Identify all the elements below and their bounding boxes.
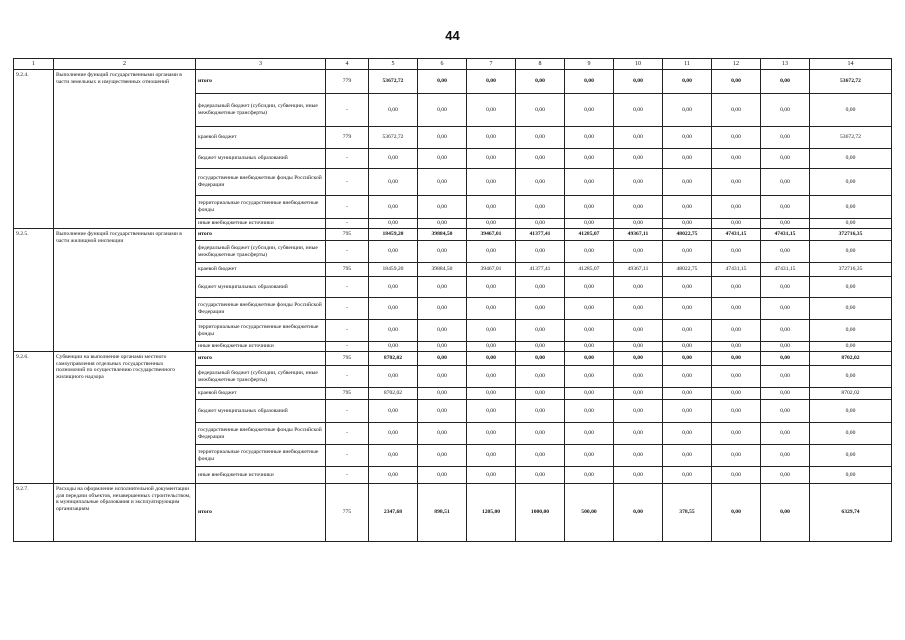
amount-cell: 0,00 [614,298,663,320]
row-code: 9.2.4. [14,70,54,229]
amount-cell: 53672,72 [810,127,892,149]
amount-cell: 47431,15 [712,263,761,277]
amount-cell: 0,00 [369,467,418,484]
amount-cell: 0,00 [810,169,892,196]
amount-cell: 0,00 [712,127,761,149]
amount-cell: 0,00 [810,298,892,320]
amount-cell: 0,00 [418,169,467,196]
amount-cell: 0,00 [565,127,614,149]
amount-cell: 0,00 [712,70,761,94]
amount-cell: 18459,20 [369,229,418,241]
row-code: 9.2.7. [14,484,54,542]
amount-cell: 0,00 [614,94,663,127]
amount-cell: 0,00 [663,219,712,229]
amount-cell: 0,00 [418,149,467,169]
header-cell: 10 [614,59,663,70]
funding-source: иные внебюджетные источники [196,219,326,229]
code-value-cell: - [326,149,369,169]
code-value-cell: 795 [326,352,369,366]
amount-cell: 18459,20 [369,263,418,277]
header-cell: 2 [54,59,196,70]
code-value-cell: - [326,94,369,127]
amount-cell: 0,00 [761,241,810,263]
amount-cell: 0,00 [418,467,467,484]
amount-cell: 0,00 [761,352,810,366]
amount-cell: 0,00 [614,149,663,169]
amount-cell: 0,00 [712,219,761,229]
amount-cell: 0,00 [565,342,614,352]
amount-cell: 0,00 [810,149,892,169]
amount-cell: 0,00 [467,94,516,127]
amount-cell: 0,00 [761,320,810,342]
amount-cell: 0,00 [761,342,810,352]
code-value-cell: 779 [326,127,369,149]
amount-cell: 0,00 [712,298,761,320]
amount-cell: 0,00 [516,70,565,94]
amount-cell: 41285,07 [565,263,614,277]
code-value-cell: - [326,277,369,298]
amount-cell: 0,00 [467,241,516,263]
amount-cell: 0,00 [369,94,418,127]
amount-cell: 0,00 [761,127,810,149]
amount-cell: 0,00 [516,196,565,219]
header-cell: 7 [467,59,516,70]
amount-cell: 0,00 [712,149,761,169]
amount-cell: 0,00 [467,169,516,196]
amount-cell: 0,00 [810,423,892,445]
amount-cell: 0,00 [418,127,467,149]
funding-source: итого [196,70,326,94]
funding-source: федеральный бюджет (субсидии, субвенции, иные межбюджетные трансферты) [196,366,326,388]
amount-cell: 0,00 [467,277,516,298]
amount-cell: 0,00 [810,196,892,219]
amount-cell: 41377,41 [516,229,565,241]
amount-cell: 0,00 [467,320,516,342]
funding-source: территориальные государственные внебюджетные фонды [196,320,326,342]
header-cell: 9 [565,59,614,70]
table-header-row [14,59,892,70]
funding-source: территориальные государственные внебюджетные фонды [196,445,326,467]
amount-cell: 0,00 [418,219,467,229]
amount-cell: 0,00 [418,298,467,320]
code-value-cell: - [326,196,369,219]
funding-source: краевой бюджет [196,388,326,400]
amount-cell: 0,00 [761,298,810,320]
amount-cell: 0,00 [467,388,516,400]
amount-cell: 0,00 [565,219,614,229]
code-value-cell: - [326,342,369,352]
amount-cell: 0,00 [369,423,418,445]
amount-cell: 1205,00 [467,484,516,542]
amount-cell: 0,00 [418,342,467,352]
amount-cell: 0,00 [369,169,418,196]
amount-cell: 0,00 [418,94,467,127]
amount-cell: 0,00 [614,352,663,366]
amount-cell: 0,00 [712,484,761,542]
amount-cell: 0,00 [761,196,810,219]
amount-cell: 0,00 [418,320,467,342]
amount-cell: 0,00 [761,366,810,388]
code-value-cell: 779 [326,70,369,94]
amount-cell: 0,00 [516,423,565,445]
amount-cell: 0,00 [467,196,516,219]
amount-cell: 0,00 [810,320,892,342]
amount-cell: 0,00 [614,196,663,219]
code-value-cell: - [326,219,369,229]
amount-cell: 378,55 [663,484,712,542]
code-value-cell: - [326,241,369,263]
amount-cell: 0,00 [369,366,418,388]
amount-cell: 0,00 [663,169,712,196]
code-value-cell: 795 [326,263,369,277]
amount-cell: 0,00 [712,320,761,342]
amount-cell: 0,00 [467,342,516,352]
amount-cell: 0,00 [761,388,810,400]
amount-cell: 0,00 [369,342,418,352]
code-value-cell: - [326,467,369,484]
amount-cell: 0,00 [712,366,761,388]
amount-cell: 0,00 [467,149,516,169]
funding-source: федеральный бюджет (субсидии, субвенции, иные межбюджетные трансферты) [196,241,326,263]
amount-cell: 0,00 [663,388,712,400]
funding-source: бюджет муниципальных образований [196,400,326,423]
amount-cell: 0,00 [712,400,761,423]
header-cell: 6 [418,59,467,70]
amount-cell: 0,00 [663,445,712,467]
amount-cell: 0,00 [565,196,614,219]
amount-cell: 898,51 [418,484,467,542]
amount-cell: 1000,00 [516,484,565,542]
amount-cell: 0,00 [761,70,810,94]
header-cell: 12 [712,59,761,70]
amount-cell: 0,00 [712,94,761,127]
amount-cell: 53672,72 [810,70,892,94]
amount-cell: 0,00 [614,342,663,352]
table-row [14,229,892,241]
amount-cell: 0,00 [516,94,565,127]
amount-cell: 53672,72 [369,70,418,94]
amount-cell: 0,00 [614,241,663,263]
amount-cell: 47431,15 [761,263,810,277]
amount-cell: 0,00 [761,467,810,484]
amount-cell: 0,00 [810,467,892,484]
funding-source: бюджет муниципальных образований [196,149,326,169]
amount-cell: 0,00 [663,277,712,298]
funding-source: иные внебюджетные источники [196,467,326,484]
budget-table [13,58,892,542]
header-cell: 1 [14,59,54,70]
amount-cell: 0,00 [614,423,663,445]
header-cell: 11 [663,59,712,70]
amount-cell: 0,00 [467,298,516,320]
amount-cell: 0,00 [712,169,761,196]
amount-cell: 0,00 [516,352,565,366]
amount-cell: 0,00 [565,388,614,400]
amount-cell: 0,00 [565,241,614,263]
amount-cell: 0,00 [516,366,565,388]
amount-cell: 0,00 [663,400,712,423]
funding-source: итого [196,229,326,241]
amount-cell: 0,00 [418,241,467,263]
funding-source: иные внебюджетные источники [196,342,326,352]
amount-cell: 0,00 [516,320,565,342]
amount-cell: 0,00 [663,467,712,484]
amount-cell: 0,00 [369,219,418,229]
amount-cell: 0,00 [663,352,712,366]
amount-cell: 0,00 [614,400,663,423]
amount-cell: 41285,07 [565,229,614,241]
amount-cell: 0,00 [565,169,614,196]
amount-cell: 0,00 [810,400,892,423]
header-cell: 13 [761,59,810,70]
funding-source: государственные внебюджетные фонды Российской Федерации [196,423,326,445]
amount-cell: 41377,41 [516,263,565,277]
amount-cell: 0,00 [565,298,614,320]
table-row [14,484,892,542]
code-value-cell: - [326,298,369,320]
row-code: 9.2.5. [14,229,54,352]
amount-cell: 0,00 [614,445,663,467]
amount-cell: 0,00 [418,388,467,400]
amount-cell: 0,00 [418,400,467,423]
amount-cell: 0,00 [712,342,761,352]
code-value-cell: - [326,320,369,342]
amount-cell: 49367,11 [614,229,663,241]
measure-name: Выполнение функций государственными органами в части жилищной инспекции [54,229,196,352]
amount-cell: 0,00 [516,241,565,263]
amount-cell: 0,00 [516,169,565,196]
amount-cell: 0,00 [516,445,565,467]
amount-cell: 0,00 [761,169,810,196]
header-cell: 3 [196,59,326,70]
amount-cell: 0,00 [418,352,467,366]
amount-cell: 0,00 [663,342,712,352]
amount-cell: 39884,50 [418,229,467,241]
table-row [14,70,892,94]
amount-cell: 0,00 [565,70,614,94]
funding-source: итого [196,352,326,366]
amount-cell: 0,00 [467,127,516,149]
header-cell: 14 [810,59,892,70]
amount-cell: 0,00 [712,445,761,467]
amount-cell: 0,00 [418,445,467,467]
amount-cell: 0,00 [810,366,892,388]
code-value-cell: 795 [326,229,369,241]
amount-cell: 0,00 [712,241,761,263]
amount-cell: 372716,35 [810,263,892,277]
funding-source: итого [196,484,326,542]
amount-cell: 0,00 [418,196,467,219]
amount-cell: 0,00 [761,484,810,542]
amount-cell: 0,00 [369,445,418,467]
header-cell: 5 [369,59,418,70]
code-value-cell: - [326,423,369,445]
amount-cell: 0,00 [565,320,614,342]
amount-cell: 2347,68 [369,484,418,542]
amount-cell: 0,00 [565,423,614,445]
amount-cell: 0,00 [516,388,565,400]
amount-cell: 0,00 [614,320,663,342]
code-value-cell: - [326,366,369,388]
amount-cell: 0,00 [516,298,565,320]
amount-cell: 47431,15 [712,229,761,241]
amount-cell: 0,00 [467,70,516,94]
measure-name: Расходы на оформление исполнительной документации для передачи объектов, незавершенных строительством, в муниципальные образования и эксплуатирующим организациям [54,484,196,542]
funding-source: краевой бюджет [196,127,326,149]
amount-cell: 0,00 [761,423,810,445]
amount-cell: 500,00 [565,484,614,542]
amount-cell: 0,00 [516,127,565,149]
code-value-cell: - [326,169,369,196]
funding-source: государственные внебюджетные фонды Российской Федерации [196,169,326,196]
measure-name: Выполнение функций государственными органами в части земельных и имущественных отношений [54,70,196,229]
amount-cell: 372716,35 [810,229,892,241]
amount-cell: 53672,72 [369,127,418,149]
amount-cell: 0,00 [614,467,663,484]
amount-cell: 0,00 [810,445,892,467]
amount-cell: 0,00 [712,277,761,298]
amount-cell: 0,00 [516,467,565,484]
amount-cell: 0,00 [810,241,892,263]
funding-source: краевой бюджет [196,263,326,277]
amount-cell: 0,00 [663,196,712,219]
amount-cell: 0,00 [516,219,565,229]
amount-cell: 0,00 [810,219,892,229]
row-code: 9.2.6. [14,352,54,484]
amount-cell: 0,00 [516,149,565,169]
amount-cell: 0,00 [614,277,663,298]
amount-cell: 0,00 [369,277,418,298]
amount-cell: 0,00 [565,352,614,366]
funding-source: бюджет муниципальных образований [196,277,326,298]
amount-cell: 39467,01 [467,263,516,277]
amount-cell: 8702,02 [810,388,892,400]
amount-cell: 0,00 [467,400,516,423]
amount-cell: 0,00 [663,423,712,445]
amount-cell: 0,00 [663,94,712,127]
amount-cell: 39884,50 [418,263,467,277]
amount-cell: 0,00 [810,342,892,352]
amount-cell: 0,00 [418,366,467,388]
amount-cell: 0,00 [418,70,467,94]
amount-cell: 0,00 [467,352,516,366]
amount-cell: 0,00 [761,445,810,467]
amount-cell: 0,00 [516,277,565,298]
amount-cell: 0,00 [369,149,418,169]
amount-cell: 0,00 [614,127,663,149]
amount-cell: 0,00 [369,196,418,219]
amount-cell: 0,00 [565,445,614,467]
amount-cell: 0,00 [565,467,614,484]
amount-cell: 0,00 [663,127,712,149]
amount-cell: 0,00 [712,423,761,445]
amount-cell: 0,00 [614,70,663,94]
amount-cell: 49367,11 [614,263,663,277]
amount-cell: 0,00 [761,149,810,169]
amount-cell: 0,00 [614,169,663,196]
amount-cell: 47431,15 [761,229,810,241]
amount-cell: 0,00 [663,366,712,388]
measure-name: Субвенции на выполнение органами местного самоуправления отдельных государственных полномочий по осуществлению государственного жилищного надзора [54,352,196,484]
amount-cell: 0,00 [663,70,712,94]
amount-cell: 0,00 [369,298,418,320]
amount-cell: 0,00 [565,366,614,388]
amount-cell: 8702,02 [369,352,418,366]
amount-cell: 0,00 [565,149,614,169]
amount-cell: 6329,74 [810,484,892,542]
amount-cell: 0,00 [516,400,565,423]
amount-cell: 0,00 [467,423,516,445]
code-value-cell: 795 [326,388,369,400]
amount-cell: 0,00 [663,149,712,169]
amount-cell: 0,00 [565,277,614,298]
amount-cell: 0,00 [614,484,663,542]
amount-cell: 0,00 [810,277,892,298]
header-cell: 8 [516,59,565,70]
amount-cell: 0,00 [663,320,712,342]
code-value-cell: 775 [326,484,369,542]
amount-cell: 0,00 [712,467,761,484]
amount-cell: 0,00 [663,298,712,320]
funding-source: государственные внебюджетные фонды Российской Федерации [196,298,326,320]
amount-cell: 0,00 [565,94,614,127]
amount-cell: 0,00 [810,94,892,127]
amount-cell: 0,00 [467,445,516,467]
amount-cell: 0,00 [614,388,663,400]
amount-cell: 0,00 [369,241,418,263]
amount-cell: 48022,75 [663,263,712,277]
amount-cell: 0,00 [712,196,761,219]
amount-cell: 0,00 [614,366,663,388]
table-row [14,352,892,366]
amount-cell: 0,00 [761,219,810,229]
amount-cell: 0,00 [467,467,516,484]
amount-cell: 0,00 [516,342,565,352]
page-number: 44 [445,28,460,43]
amount-cell: 0,00 [369,400,418,423]
amount-cell: 8702,02 [369,388,418,400]
amount-cell: 0,00 [663,241,712,263]
amount-cell: 0,00 [761,94,810,127]
amount-cell: 0,00 [467,366,516,388]
amount-cell: 0,00 [761,400,810,423]
header-cell: 4 [326,59,369,70]
amount-cell: 0,00 [467,219,516,229]
amount-cell: 0,00 [712,352,761,366]
amount-cell: 0,00 [712,388,761,400]
amount-cell: 0,00 [369,320,418,342]
amount-cell: 39467,01 [467,229,516,241]
amount-cell: 0,00 [418,277,467,298]
amount-cell: 0,00 [565,400,614,423]
amount-cell: 48022,75 [663,229,712,241]
funding-source: федеральный бюджет (субсидии, субвенции, иные межбюджетные трансферты) [196,94,326,127]
amount-cell: 0,00 [614,219,663,229]
amount-cell: 0,00 [418,423,467,445]
amount-cell: 0,00 [761,277,810,298]
code-value-cell: - [326,445,369,467]
funding-source: территориальные государственные внебюджетные фонды [196,196,326,219]
amount-cell: 8702,02 [810,352,892,366]
code-value-cell: - [326,400,369,423]
